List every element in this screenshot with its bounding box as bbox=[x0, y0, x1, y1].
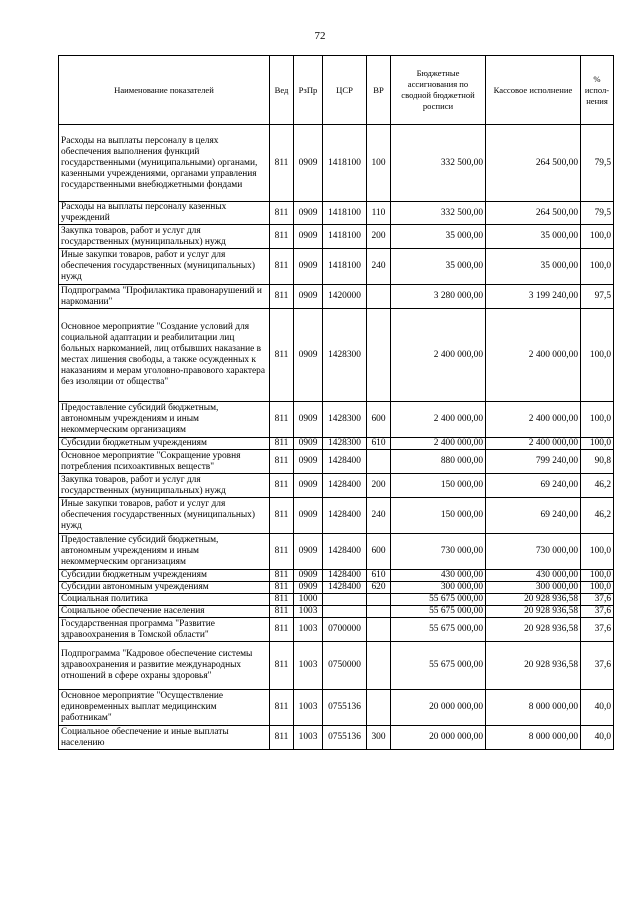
cell-rzpr: 1003 bbox=[294, 642, 323, 690]
cell-name: Закупка товаров, работ и услуг для государственных (муниципальных) нужд bbox=[59, 225, 270, 249]
cell-cash: 35 000,00 bbox=[486, 225, 581, 249]
header-csr: ЦСР bbox=[323, 56, 367, 125]
cell-ved: 811 bbox=[270, 438, 294, 450]
cell-vr: 610 bbox=[367, 438, 391, 450]
cell-cash: 8 000 000,00 bbox=[486, 690, 581, 726]
cell-pct: 100,0 bbox=[581, 249, 614, 285]
cell-csr: 1428400 bbox=[323, 570, 367, 582]
cell-cash: 20 928 936,58 bbox=[486, 642, 581, 690]
header-rzpr: РзПр bbox=[294, 56, 323, 125]
cell-rzpr: 0909 bbox=[294, 450, 323, 474]
cell-csr: 0755136 bbox=[323, 726, 367, 750]
cell-pct: 100,0 bbox=[581, 309, 614, 402]
cell-ved: 811 bbox=[270, 690, 294, 726]
cell-pct: 40,0 bbox=[581, 726, 614, 750]
header-cash: Кассовое исполнение bbox=[486, 56, 581, 125]
cell-vr: 300 bbox=[367, 726, 391, 750]
cell-rzpr: 0909 bbox=[294, 402, 323, 438]
table-row bbox=[59, 570, 614, 582]
cell-name: Предоставление субсидий бюджетным, автономным учреждениям и иным некоммерческим организациям bbox=[59, 402, 270, 438]
header-budget: Бюджетные ассигнования по сводной бюджетной росписи bbox=[391, 56, 486, 125]
cell-ved: 811 bbox=[270, 582, 294, 594]
cell-budget: 2 400 000,00 bbox=[391, 402, 486, 438]
cell-vr: 610 bbox=[367, 570, 391, 582]
cell-vr: 200 bbox=[367, 225, 391, 249]
cell-csr: 1428300 bbox=[323, 438, 367, 450]
header-ved: Вед bbox=[270, 56, 294, 125]
cell-cash: 730 000,00 bbox=[486, 534, 581, 570]
cell-name: Иные закупки товаров, работ и услуг для обеспечения государственных (муниципальных) нужд bbox=[59, 498, 270, 534]
cell-budget: 150 000,00 bbox=[391, 498, 486, 534]
cell-name: Расходы на выплаты персоналу казенных учреждений bbox=[59, 202, 270, 225]
cell-cash: 20 928 936,58 bbox=[486, 594, 581, 606]
cell-pct: 46,2 bbox=[581, 474, 614, 498]
cell-name: Субсидии бюджетным учреждениям bbox=[59, 570, 270, 582]
cell-name: Закупка товаров, работ и услуг для государственных (муниципальных) нужд bbox=[59, 474, 270, 498]
cell-budget: 3 280 000,00 bbox=[391, 285, 486, 309]
cell-pct: 100,0 bbox=[581, 402, 614, 438]
cell-budget: 35 000,00 bbox=[391, 225, 486, 249]
cell-pct: 79,5 bbox=[581, 202, 614, 225]
table-row bbox=[59, 285, 614, 309]
cell-rzpr: 0909 bbox=[294, 225, 323, 249]
cell-budget: 20 000 000,00 bbox=[391, 690, 486, 726]
cell-rzpr: 1000 bbox=[294, 594, 323, 606]
header-vr: ВР bbox=[367, 56, 391, 125]
cell-name: Подпрограмма "Профилактика правонарушений и наркомании" bbox=[59, 285, 270, 309]
cell-csr: 1428300 bbox=[323, 402, 367, 438]
cell-csr: 1428300 bbox=[323, 309, 367, 402]
cell-rzpr: 1003 bbox=[294, 690, 323, 726]
cell-name: Основное мероприятие "Создание условий для социальной адаптации и реабилитации лиц больных наркоманией, лиц отбывших наказание в местах лишения свободы, а также осужденных к наказаниям и мерам уголовно-правового характера без изоляции от общества" bbox=[59, 309, 270, 402]
cell-budget: 20 000 000,00 bbox=[391, 726, 486, 750]
cell-rzpr: 1003 bbox=[294, 606, 323, 618]
cell-pct: 100,0 bbox=[581, 534, 614, 570]
cell-ved: 811 bbox=[270, 450, 294, 474]
cell-cash: 8 000 000,00 bbox=[486, 726, 581, 750]
cell-vr: 600 bbox=[367, 402, 391, 438]
cell-ved: 811 bbox=[270, 125, 294, 202]
cell-vr bbox=[367, 606, 391, 618]
table-row bbox=[59, 309, 614, 402]
cell-cash: 2 400 000,00 bbox=[486, 402, 581, 438]
cell-pct: 79,5 bbox=[581, 125, 614, 202]
cell-ved: 811 bbox=[270, 642, 294, 690]
cell-name: Расходы на выплаты персоналу в целях обеспечения выполнения функций государственными (муниципальными) органами, казенными учреждениями, органами управления государственными внебюджетными фондами bbox=[59, 125, 270, 202]
page-number: 72 bbox=[314, 30, 326, 42]
cell-rzpr: 0909 bbox=[294, 582, 323, 594]
cell-name: Основное мероприятие "Сокращение уровня потребления психоактивных веществ" bbox=[59, 450, 270, 474]
cell-ved: 811 bbox=[270, 225, 294, 249]
cell-pct: 97,5 bbox=[581, 285, 614, 309]
table-row bbox=[59, 249, 614, 285]
table-row bbox=[59, 594, 614, 606]
cell-name: Субсидии автономным учреждениям bbox=[59, 582, 270, 594]
cell-csr: 1418100 bbox=[323, 225, 367, 249]
cell-cash: 3 199 240,00 bbox=[486, 285, 581, 309]
cell-budget: 332 500,00 bbox=[391, 125, 486, 202]
cell-ved: 811 bbox=[270, 606, 294, 618]
cell-csr bbox=[323, 594, 367, 606]
cell-ved: 811 bbox=[270, 202, 294, 225]
cell-cash: 35 000,00 bbox=[486, 249, 581, 285]
cell-pct: 100,0 bbox=[581, 570, 614, 582]
cell-vr: 620 bbox=[367, 582, 391, 594]
header-row bbox=[59, 56, 614, 125]
cell-budget: 55 675 000,00 bbox=[391, 594, 486, 606]
cell-csr: 1428400 bbox=[323, 498, 367, 534]
cell-name: Подпрограмма "Кадровое обеспечение системы здравоохранения и развитие международных отношений в сфере охраны здоровья" bbox=[59, 642, 270, 690]
cell-vr bbox=[367, 690, 391, 726]
cell-vr: 240 bbox=[367, 498, 391, 534]
cell-csr: 0755136 bbox=[323, 690, 367, 726]
header-name: Наименование показателей bbox=[59, 56, 270, 125]
cell-csr: 0700000 bbox=[323, 618, 367, 642]
cell-rzpr: 0909 bbox=[294, 474, 323, 498]
cell-ved: 811 bbox=[270, 474, 294, 498]
cell-budget: 730 000,00 bbox=[391, 534, 486, 570]
cell-csr: 1428400 bbox=[323, 450, 367, 474]
cell-vr: 240 bbox=[367, 249, 391, 285]
cell-rzpr: 0909 bbox=[294, 438, 323, 450]
cell-ved: 811 bbox=[270, 402, 294, 438]
cell-ved: 811 bbox=[270, 594, 294, 606]
cell-pct: 46,2 bbox=[581, 498, 614, 534]
cell-rzpr: 1003 bbox=[294, 726, 323, 750]
cell-csr: 1428400 bbox=[323, 534, 367, 570]
cell-rzpr: 0909 bbox=[294, 285, 323, 309]
cell-budget: 35 000,00 bbox=[391, 249, 486, 285]
cell-ved: 811 bbox=[270, 534, 294, 570]
cell-vr bbox=[367, 594, 391, 606]
cell-rzpr: 0909 bbox=[294, 309, 323, 402]
cell-pct: 100,0 bbox=[581, 582, 614, 594]
table-row bbox=[59, 202, 614, 225]
table-row bbox=[59, 534, 614, 570]
cell-rzpr: 0909 bbox=[294, 570, 323, 582]
cell-vr bbox=[367, 309, 391, 402]
cell-csr bbox=[323, 606, 367, 618]
cell-budget: 150 000,00 bbox=[391, 474, 486, 498]
cell-csr: 1418100 bbox=[323, 202, 367, 225]
cell-pct: 37,6 bbox=[581, 618, 614, 642]
cell-pct: 37,6 bbox=[581, 594, 614, 606]
cell-cash: 20 928 936,58 bbox=[486, 618, 581, 642]
cell-cash: 264 500,00 bbox=[486, 202, 581, 225]
cell-cash: 20 928 936,58 bbox=[486, 606, 581, 618]
cell-pct: 37,6 bbox=[581, 642, 614, 690]
cell-cash: 300 000,00 bbox=[486, 582, 581, 594]
cell-name: Иные закупки товаров, работ и услуг для обеспечения государственных (муниципальных) нужд bbox=[59, 249, 270, 285]
cell-vr bbox=[367, 618, 391, 642]
cell-csr: 1428400 bbox=[323, 474, 367, 498]
cell-budget: 55 675 000,00 bbox=[391, 642, 486, 690]
cell-vr bbox=[367, 642, 391, 690]
cell-ved: 811 bbox=[270, 570, 294, 582]
table-body bbox=[59, 125, 614, 750]
cell-ved: 811 bbox=[270, 249, 294, 285]
cell-ved: 811 bbox=[270, 618, 294, 642]
cell-name: Основное мероприятие "Осуществление единовременных выплат медицинским работникам" bbox=[59, 690, 270, 726]
cell-rzpr: 0909 bbox=[294, 498, 323, 534]
cell-csr: 1428400 bbox=[323, 582, 367, 594]
cell-rzpr: 0909 bbox=[294, 249, 323, 285]
cell-cash: 2 400 000,00 bbox=[486, 438, 581, 450]
cell-cash: 2 400 000,00 bbox=[486, 309, 581, 402]
table-row bbox=[59, 438, 614, 450]
table-row bbox=[59, 402, 614, 438]
cell-rzpr: 1003 bbox=[294, 618, 323, 642]
table-row bbox=[59, 125, 614, 202]
cell-budget: 55 675 000,00 bbox=[391, 606, 486, 618]
table-row bbox=[59, 450, 614, 474]
cell-budget: 300 000,00 bbox=[391, 582, 486, 594]
table-row bbox=[59, 642, 614, 690]
cell-name: Государственная программа "Развитие здравоохранения в Томской области" bbox=[59, 618, 270, 642]
cell-name: Социальное обеспечение населения bbox=[59, 606, 270, 618]
table-row bbox=[59, 474, 614, 498]
cell-name: Субсидии бюджетным учреждениям bbox=[59, 438, 270, 450]
cell-budget: 55 675 000,00 bbox=[391, 618, 486, 642]
cell-pct: 90,8 bbox=[581, 450, 614, 474]
cell-cash: 799 240,00 bbox=[486, 450, 581, 474]
cell-budget: 880 000,00 bbox=[391, 450, 486, 474]
cell-cash: 69 240,00 bbox=[486, 474, 581, 498]
table-row bbox=[59, 726, 614, 750]
cell-ved: 811 bbox=[270, 498, 294, 534]
cell-vr: 110 bbox=[367, 202, 391, 225]
cell-cash: 264 500,00 bbox=[486, 125, 581, 202]
cell-vr: 100 bbox=[367, 125, 391, 202]
cell-budget: 2 400 000,00 bbox=[391, 438, 486, 450]
cell-name: Социальное обеспечение и иные выплаты населению bbox=[59, 726, 270, 750]
cell-pct: 37,6 bbox=[581, 606, 614, 618]
cell-name: Социальная политика bbox=[59, 594, 270, 606]
cell-vr: 600 bbox=[367, 534, 391, 570]
cell-rzpr: 0909 bbox=[294, 534, 323, 570]
cell-pct: 100,0 bbox=[581, 225, 614, 249]
table-row bbox=[59, 606, 614, 618]
cell-csr: 0750000 bbox=[323, 642, 367, 690]
table-row bbox=[59, 582, 614, 594]
cell-ved: 811 bbox=[270, 309, 294, 402]
cell-budget: 2 400 000,00 bbox=[391, 309, 486, 402]
cell-pct: 100,0 bbox=[581, 438, 614, 450]
cell-csr: 1420000 bbox=[323, 285, 367, 309]
cell-vr bbox=[367, 450, 391, 474]
cell-vr bbox=[367, 285, 391, 309]
cell-csr: 1418100 bbox=[323, 125, 367, 202]
cell-budget: 430 000,00 bbox=[391, 570, 486, 582]
header-pct: % испол-нения bbox=[581, 56, 614, 125]
cell-budget: 332 500,00 bbox=[391, 202, 486, 225]
table-row bbox=[59, 225, 614, 249]
budget-execution-table bbox=[58, 55, 614, 750]
table-row bbox=[59, 618, 614, 642]
cell-ved: 811 bbox=[270, 285, 294, 309]
cell-cash: 430 000,00 bbox=[486, 570, 581, 582]
cell-csr: 1418100 bbox=[323, 249, 367, 285]
cell-cash: 69 240,00 bbox=[486, 498, 581, 534]
table-row bbox=[59, 498, 614, 534]
cell-name: Предоставление субсидий бюджетным, автономным учреждениям и иным некоммерческим организациям bbox=[59, 534, 270, 570]
cell-ved: 811 bbox=[270, 726, 294, 750]
cell-rzpr: 0909 bbox=[294, 125, 323, 202]
cell-rzpr: 0909 bbox=[294, 202, 323, 225]
cell-vr: 200 bbox=[367, 474, 391, 498]
table-row bbox=[59, 690, 614, 726]
cell-pct: 40,0 bbox=[581, 690, 614, 726]
